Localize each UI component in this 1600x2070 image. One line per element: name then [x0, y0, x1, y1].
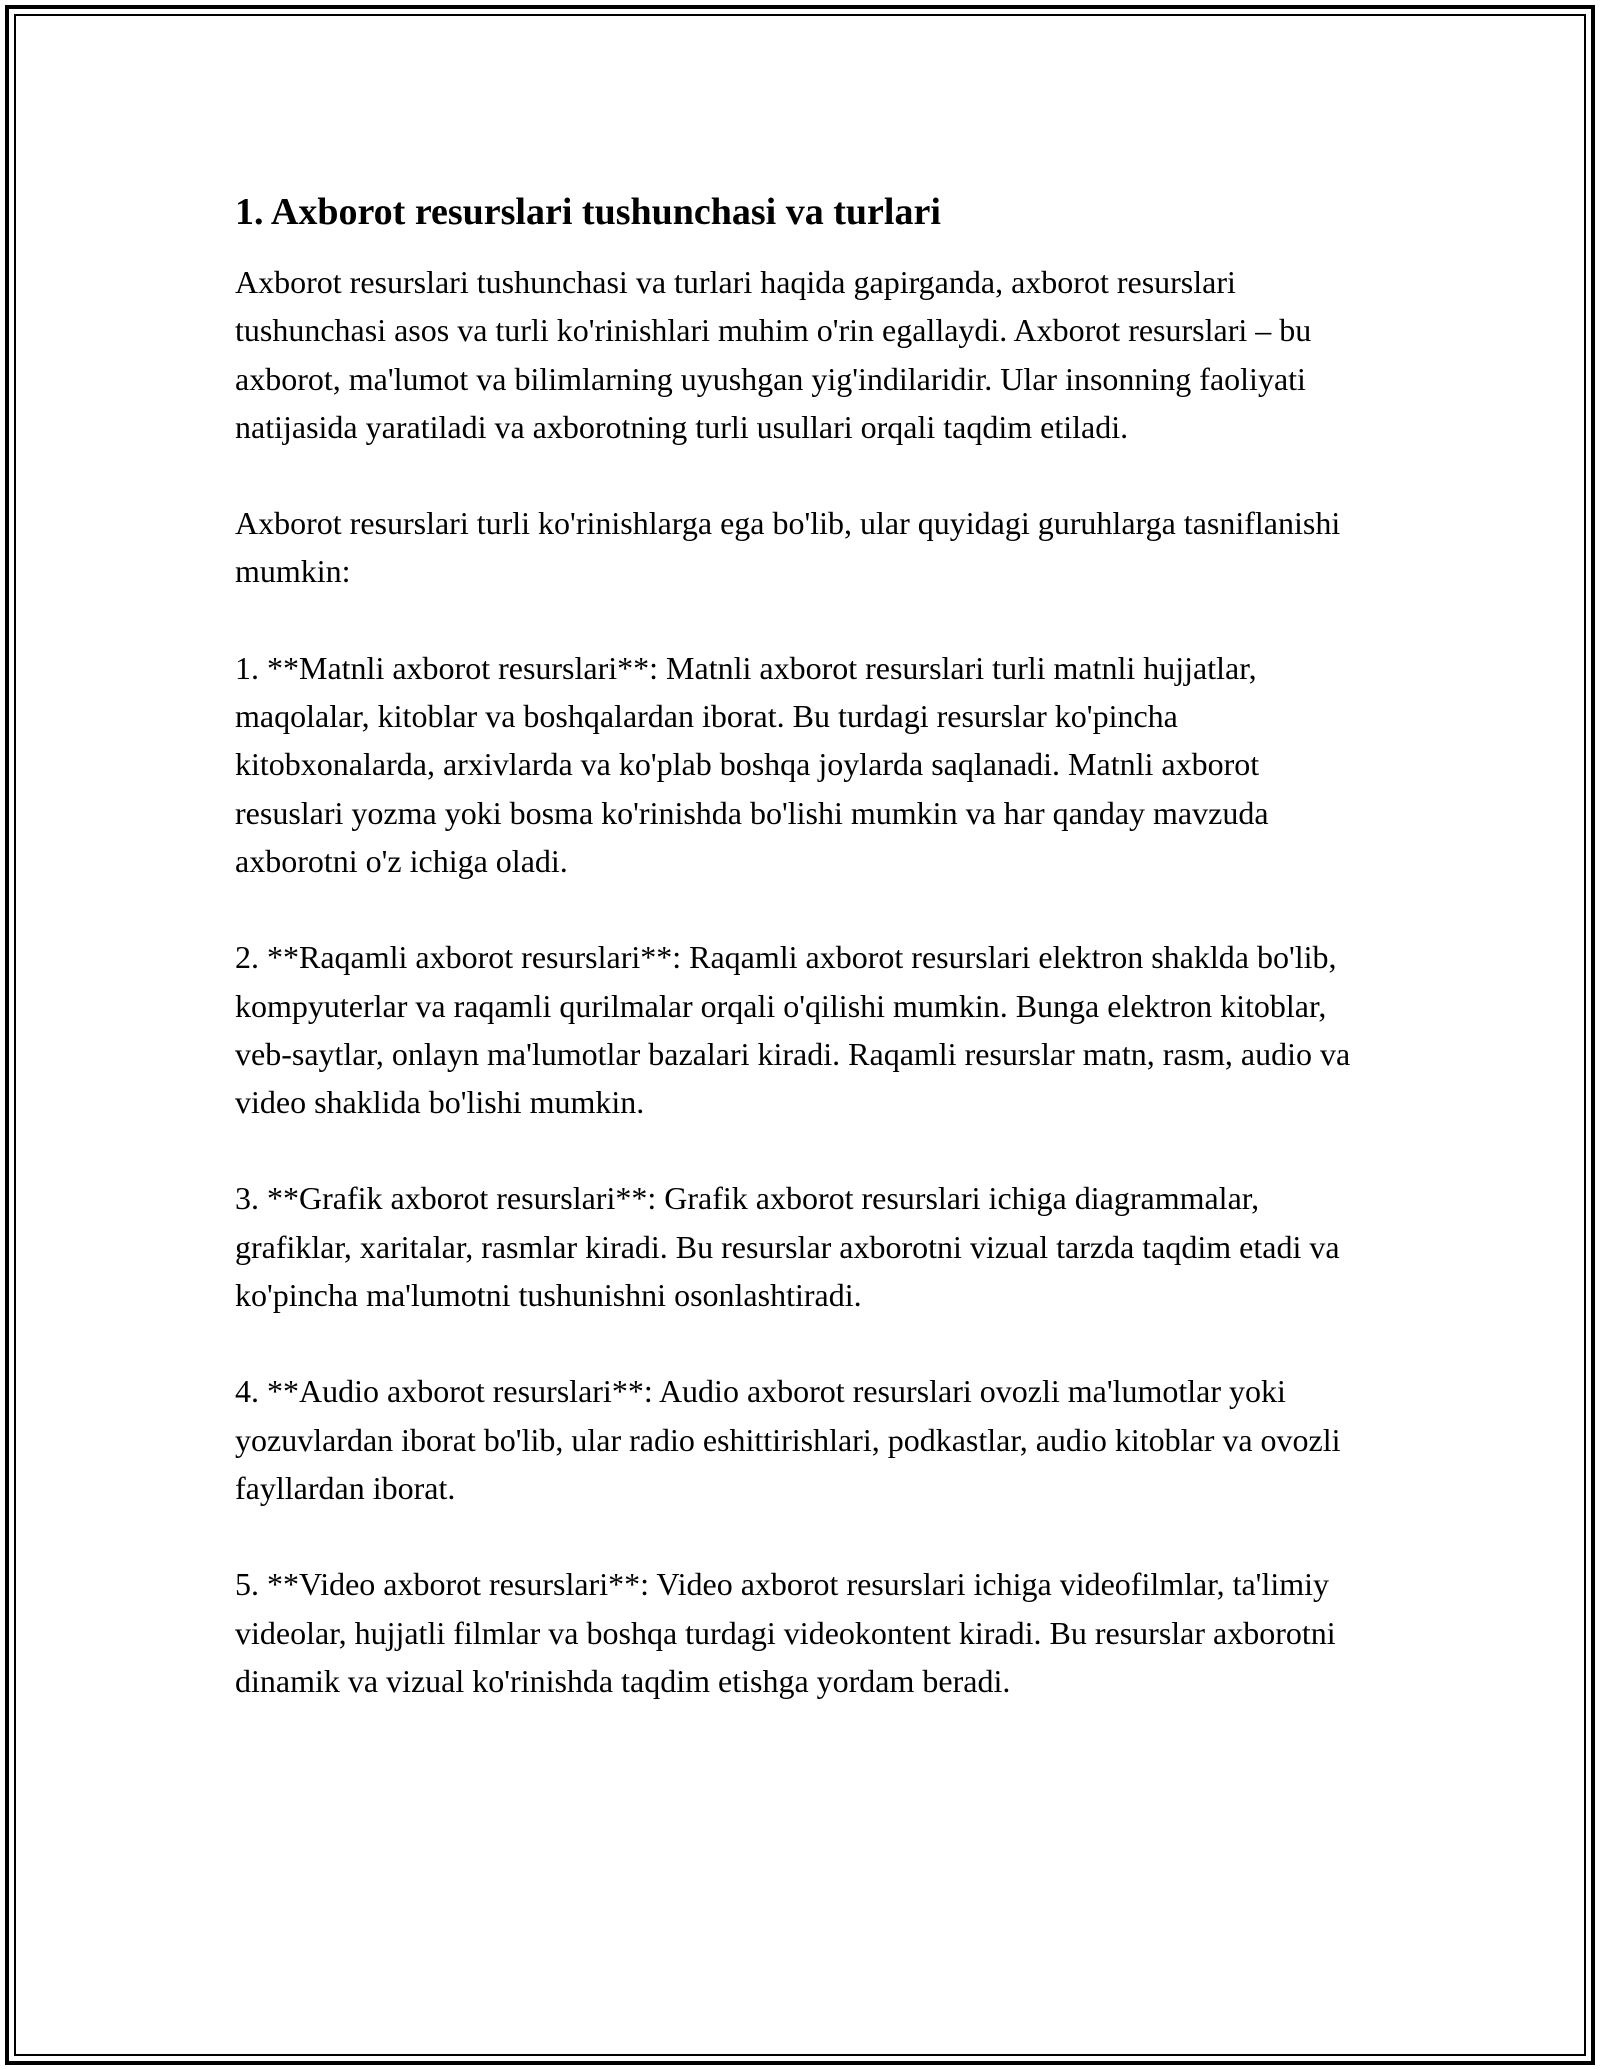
list-item-graphic-resources: 3. **Grafik axborot resurslari**: Grafik axborot resurslari ichiga diagrammalar, grafiklar, xaritalar, rasmlar kiradi. Bu resurslar axborotni vizual tarzda taqdim etadi va ko'pincha ma'lumotni tushunishni osonlashtiradi. [235, 1180, 1340, 1314]
list-item-audio-resources: 4. **Audio axborot resurslari**: Audio axborot resurslari ovozli ma'lumotlar yoki yozuvlardan iborat bo'lib, ular radio eshittirishlari, podkastlar, audio kitoblar va ovozli fayllardan iborat. [235, 1373, 1341, 1506]
section-heading: 1. Axborot resurslari tushunchasi va turlari [235, 191, 941, 233]
paragraph-classification: Axborot resurslari turli ko'rinishlarga ega bo'lib, ular quyidagi guruhlarga tasniflanishi mumkin: [235, 505, 1341, 590]
list-item-digital-resources: 2. **Raqamli axborot resurslari**: Raqamli axborot resurslari elektron shaklda bo'lib, kompyuterlar va raqamli qurilmalar orqali o'qilishi mumkin. Bunga elektron kitoblar, veb-saytlar, onlayn ma'lumotlar bazalari kiradi. Raqamli resurslar matn, rasm, audio va video shaklida bo'lishi mumkin. [235, 939, 1351, 1121]
list-item-video-resources: 5. **Video axborot resurslari**: Video axborot resurslari ichiga videofilmlar, ta'limiy videolar, hujjatli filmlar va boshqa turdagi videokontent kiradi. Bu resurslar axborotni dinamik va vizual ko'rinishda taqdim etishga yordam beradi. [235, 1566, 1336, 1699]
list-item-text-resources: 1. **Matnli axborot resurslari**: Matnli axborot resurslari turli matnli hujjatlar, maqolalar, kitoblar va boshqalardan iborat. Bu turdagi resurslar ko'pincha kitobxonalarda, arxivlarda va ko'plab boshqa joylarda saqlanadi. Matnli axborot resuslari yozma yoki bosma ko'rinishda bo'lishi mumkin va har qanday mavzuda axborotni o'z ichiga oladi. [235, 649, 1269, 879]
document-body [235, 186, 1365, 1705]
paragraph-intro: Axborot resurslari tushunchasi va turlari haqida gapirganda, axborot resurslari tushunchasi asos va turli ko'rinishlari muhim o'rin egallaydi. Axborot resurslari – bu axborot, ma'lumot va bilimlarning uyushgan yig'indilaridir. Ular insonning faoliyati natijasida yaratiladi va axborotning turli usullari orqali taqdim etiladi. [235, 264, 1312, 445]
